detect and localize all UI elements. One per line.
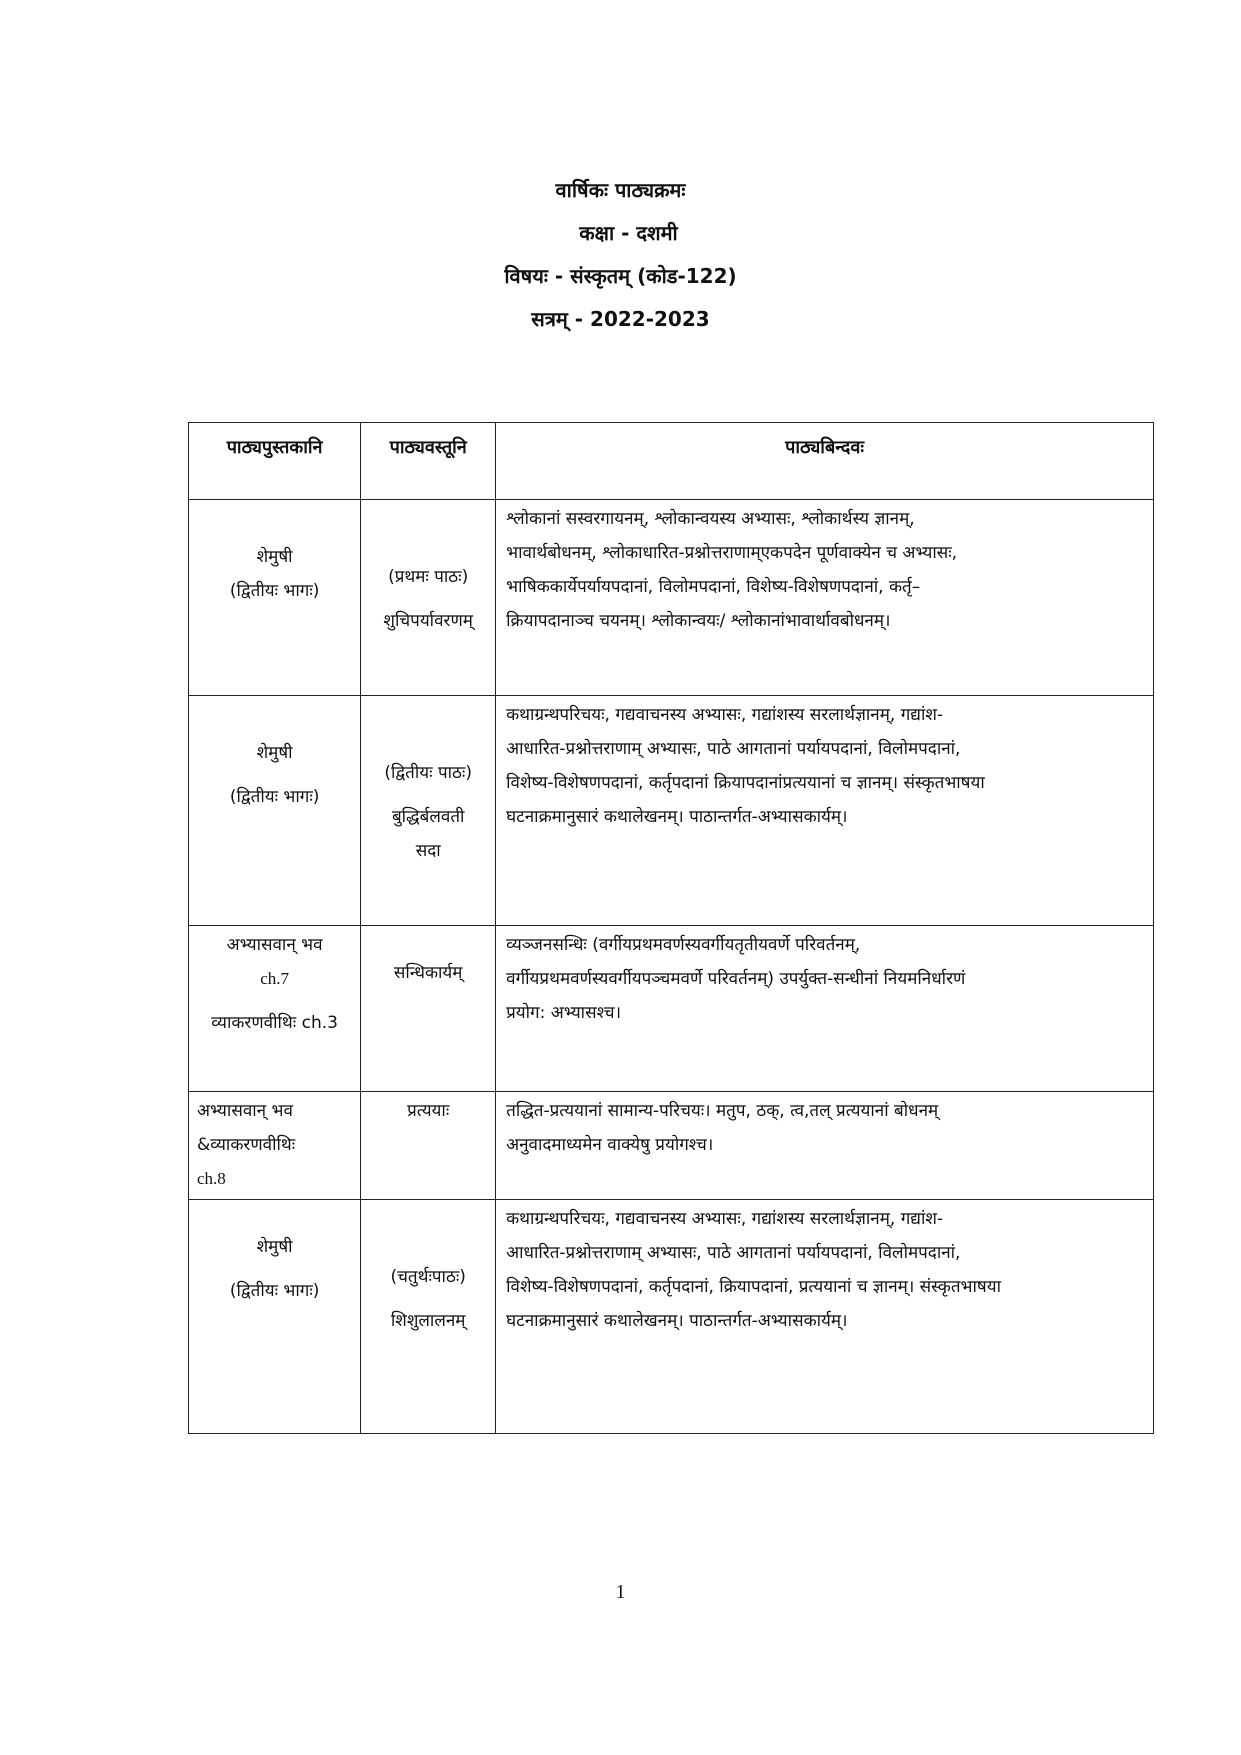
session-line: सत्रम् - 2022-2023 — [531, 307, 710, 331]
points-cell — [496, 1200, 1154, 1434]
content-cell — [361, 500, 496, 696]
points-line: घटनाक्रमानुसारं कथालेखनम्। पाठान्तर्गत-अभ्यासकार्यम्। — [506, 1311, 848, 1331]
points-cell — [496, 1092, 1154, 1200]
textbook-cell — [189, 696, 361, 926]
document-title: वार्षिकः पाठ्यक्रमः — [555, 178, 686, 202]
points-line: क्रियापदानाञ्च चयनम्। श्लोकान्वयः/ श्लोकानांभावार्थावबोधनम्। — [506, 611, 891, 631]
grammar-book-name: &व्याकरणवीथिः — [197, 1135, 296, 1155]
syllabus-table — [188, 422, 1154, 1434]
textbook-part: (द्वितीयः भागः) — [229, 581, 320, 601]
table-row — [189, 1092, 1154, 1200]
table-row — [189, 696, 1154, 926]
textbook-chapter: ch.8 — [197, 1169, 226, 1188]
content-cell — [361, 696, 496, 926]
textbook-part: (द्वितीयः भागः) — [229, 787, 320, 807]
points-line: वर्गीयप्रथमवर्णस्यवर्गीयपञ्चमवर्णे परिवर्तनम्) उपर्युक्त-सन्धीनां नियमनिर्धारणं — [506, 969, 966, 989]
points-cell — [496, 500, 1154, 696]
points-cell — [496, 696, 1154, 926]
lesson-title: बुद्धिर्बलवती — [391, 807, 465, 827]
points-line: अनुवादमाध्यमेन वाक्येषु प्रयोगश्च। — [506, 1135, 714, 1155]
textbook-part: (द्वितीयः भागः) — [229, 1281, 320, 1301]
points-line: कथाग्रन्थपरिचयः, गद्यवाचनस्य अभ्यासः, गद्यांशस्य सरलार्थज्ञानम्, गद्यांश- — [506, 705, 944, 725]
lesson-title: प्रत्ययाः — [407, 1101, 450, 1121]
points-line: घटनाक्रमानुसारं कथालेखनम्। पाठान्तर्गत-अभ्यासकार्यम्। — [506, 807, 848, 827]
column-header-content: पाठ्यवस्तूनि — [361, 423, 496, 500]
points-line: प्रयोग: अभ्यासश्च। — [506, 1003, 622, 1023]
textbook-cell — [189, 500, 361, 696]
lesson-title-cont: सदा — [415, 841, 441, 861]
grammar-book-chapter: व्याकरणवीथिः ch.3 — [211, 1013, 338, 1033]
points-line: भाषिककार्येपर्यायपदानां, विलोमपदानां, विशेष्य-विशेषणपदानां, कर्तृ– — [506, 577, 921, 597]
class-line: कक्षा - दशमी — [579, 221, 678, 245]
textbook-cell — [189, 926, 361, 1092]
document-header — [0, 180, 1241, 352]
table-row — [189, 926, 1154, 1092]
lesson-number: (प्रथमः पाठः) — [388, 567, 469, 587]
points-line: भावार्थबोधनम्, श्लोकाधारित-प्रश्नोत्तराणाम्एकपदेन पूर्णवाक्येन च अभ्यासः, — [506, 543, 958, 563]
table-row — [189, 1200, 1154, 1434]
lesson-title: सन्धिकार्यम् — [393, 963, 463, 983]
page-number: 1 — [615, 1581, 626, 1603]
points-line: विशेष्य-विशेषणपदानां, कर्तृपदानां क्रियापदानांप्रत्ययानां च ज्ञानम्। संस्कृतभाषया — [506, 773, 985, 793]
points-line: श्लोकानां सस्वरगायनम्, श्लोकान्वयस्य अभ्यासः, श्लोकार्थस्य ज्ञानम्, — [506, 509, 915, 529]
content-cell — [361, 926, 496, 1092]
points-line: आधारित-प्रश्नोत्तराणाम् अभ्यासः, पाठे आगतानां पर्यायपदानां, विलोमपदानां, — [506, 739, 961, 759]
content-cell — [361, 1200, 496, 1434]
lesson-title: शुचिपर्यावरणम् — [383, 611, 473, 631]
table-header-row — [189, 423, 1154, 500]
points-line: आधारित-प्रश्नोत्तराणाम् अभ्यासः, पाठे आगतानां पर्यायपदानां, विलोमपदानां, — [506, 1243, 961, 1263]
textbook-chapter: ch.7 — [260, 969, 290, 988]
table-row — [189, 500, 1154, 696]
textbook-name: अभ्यासवान् भव — [226, 935, 323, 955]
column-header-textbooks: पाठ्यपुस्तकानि — [189, 423, 361, 500]
textbook-name: अभ्यासवान् भव — [197, 1101, 293, 1121]
subject-line: विषयः - संस्कृतम् (कोड-122) — [504, 264, 737, 288]
lesson-title: शिशुलालनम् — [390, 1311, 466, 1331]
textbook-name: शेमुषी — [256, 743, 293, 763]
textbook-name: शेमुषी — [256, 1237, 293, 1257]
textbook-cell — [189, 1092, 361, 1200]
points-line: विशेष्य-विशेषणपदानां, कर्तृपदानां, क्रियापदानां, प्रत्ययानां च ज्ञानम्। संस्कृतभाषया — [506, 1277, 1001, 1297]
lesson-number: (द्वितीयः पाठः) — [384, 763, 472, 783]
points-line: व्यञ्जनसन्धिः (वर्गीयप्रथमवर्णस्यवर्गीयतृतीयवर्णे परिवर्तनम्, — [506, 935, 861, 955]
textbook-cell — [189, 1200, 361, 1434]
points-line: कथाग्रन्थपरिचयः, गद्यवाचनस्य अभ्यासः, गद्यांशस्य सरलार्थज्ञानम्, गद्यांश- — [506, 1209, 944, 1229]
lesson-number: (चतुर्थःपाठः) — [390, 1267, 466, 1287]
points-line: तद्धित-प्रत्ययानां सामान्य-परिचयः। मतुप, ठक्, त्व,तल् प्रत्ययानां बोधनम् — [506, 1101, 939, 1121]
content-cell — [361, 1092, 496, 1200]
column-header-points: पाठ्यबिन्दवः — [496, 423, 1154, 500]
textbook-name: शेमुषी — [256, 547, 293, 567]
points-cell — [496, 926, 1154, 1092]
